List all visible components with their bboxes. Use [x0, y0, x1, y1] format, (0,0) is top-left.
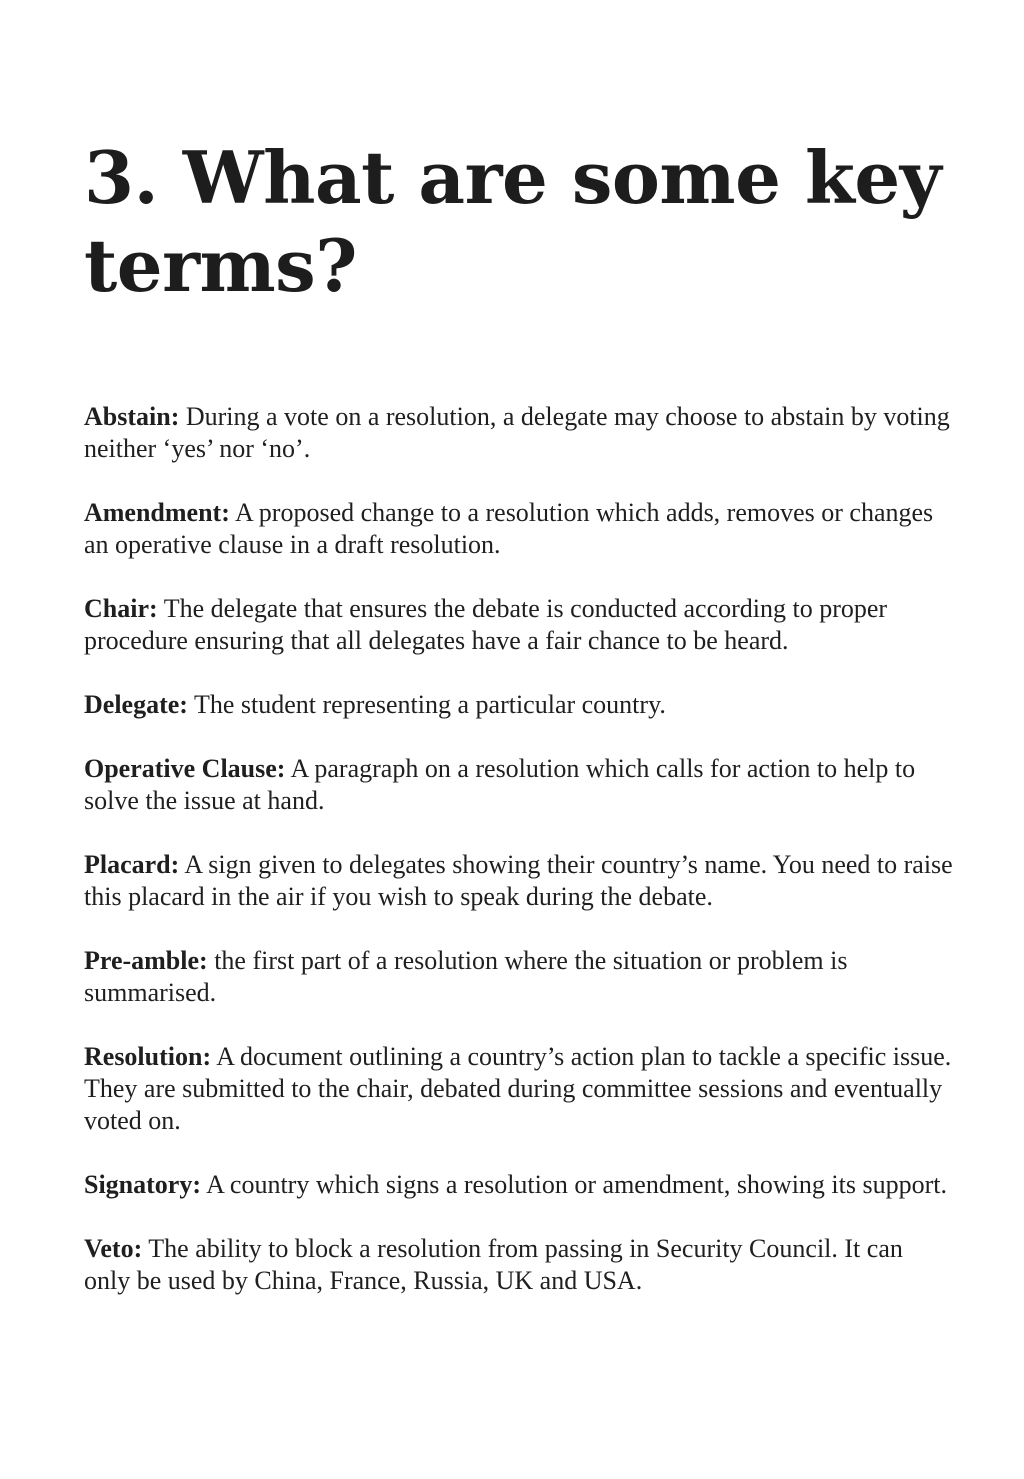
term-definition: A proposed change to a resolution which adds, removes or changes an operative clause in a draft resolution.	[84, 498, 934, 559]
term-definition: The ability to block a resolution from passing in Security Council. It can only be used by China, France, Russia, UK and USA.	[84, 1234, 903, 1295]
glossary-entry-pre-amble	[84, 945, 954, 1009]
glossary-entry-signatory	[84, 1169, 954, 1201]
page-title: 3. What are some key terms?	[84, 135, 942, 308]
term-definition: the first part of a resolution where the situation or problem is summarised.	[84, 946, 848, 1007]
term-definition: During a vote on a resolution, a delegate may choose to abstain by voting neither ‘yes’ nor ‘no’.	[84, 402, 950, 463]
glossary-entry-resolution	[84, 1041, 954, 1137]
term-definition: A country which signs a resolution or amendment, showing its support.	[206, 1170, 948, 1199]
term-label: Signatory:	[84, 1170, 201, 1199]
glossary-entry-veto	[84, 1233, 954, 1297]
term-label: Chair:	[84, 594, 158, 623]
term-label: Delegate:	[84, 690, 188, 719]
glossary-entry-delegate	[84, 689, 954, 721]
term-label: Amendment:	[84, 498, 230, 527]
glossary-entry-operative-clause	[84, 753, 954, 817]
term-label: Resolution:	[84, 1042, 212, 1071]
glossary-entry-amendment	[84, 497, 954, 561]
glossary-entry-chair	[84, 593, 954, 657]
term-definition: A sign given to delegates showing their country’s name. You need to raise this placard in the air if you wish to speak during the debate.	[84, 850, 953, 911]
term-definition: A document outlining a country’s action plan to tackle a specific issue. They are submitted to the chair, debated during committee sessions and eventually voted on.	[84, 1042, 952, 1135]
term-definition: The delegate that ensures the debate is conducted according to proper procedure ensuring that all delegates have a fair chance to be heard.	[84, 594, 888, 655]
term-label: Veto:	[84, 1234, 143, 1263]
term-label: Operative Clause:	[84, 754, 286, 783]
term-label: Abstain:	[84, 402, 180, 431]
glossary-entry-abstain	[84, 401, 954, 465]
key-terms-list	[84, 401, 954, 1329]
term-label: Pre-amble:	[84, 946, 208, 975]
term-definition: The student representing a particular country.	[193, 690, 666, 719]
term-label: Placard:	[84, 850, 180, 879]
term-definition: A paragraph on a resolution which calls for action to help to solve the issue at hand.	[84, 754, 916, 815]
glossary-entry-placard	[84, 849, 954, 913]
